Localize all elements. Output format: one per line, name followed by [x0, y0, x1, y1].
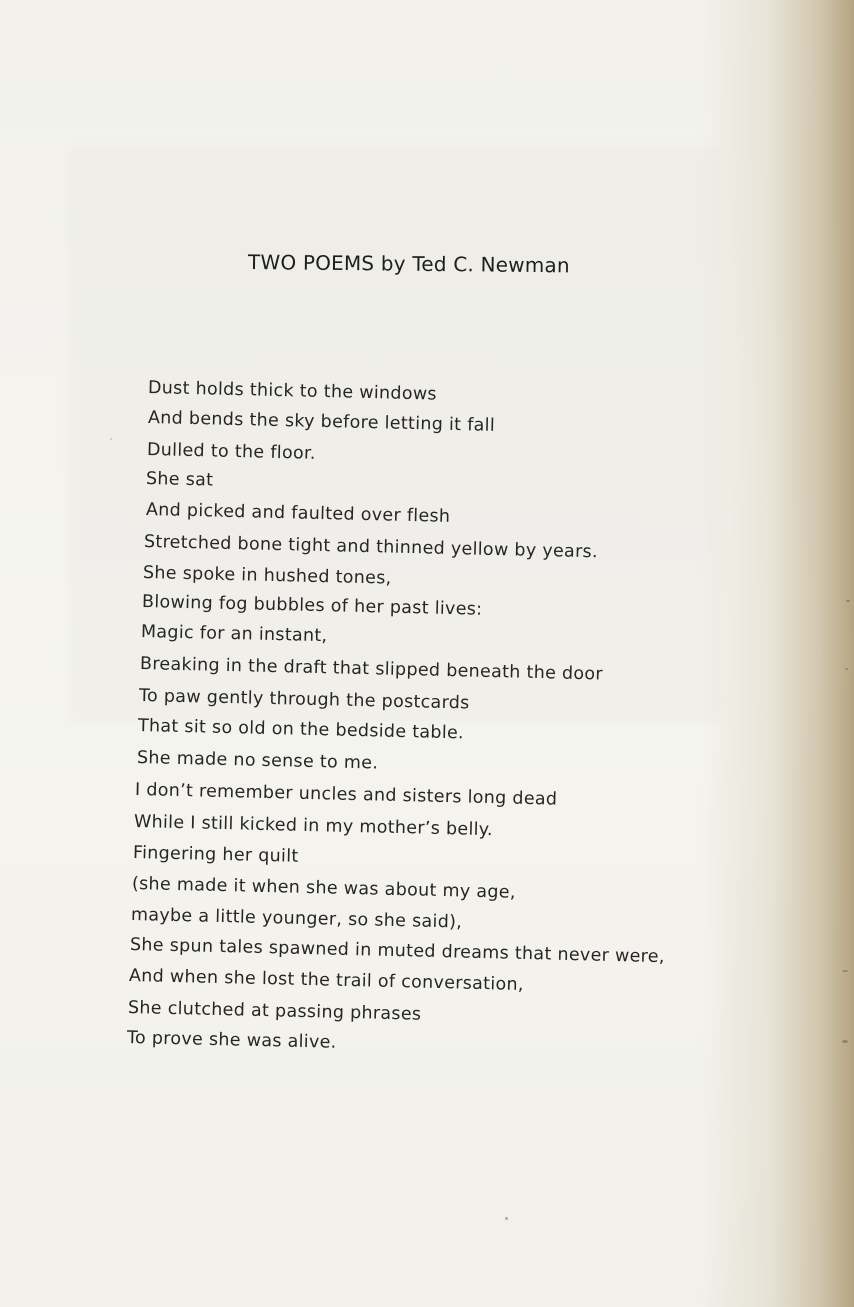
poem-line: Breaking in the draft that slipped beneath the door [139, 654, 604, 685]
poem-line: (she made it when she was about my age, [131, 874, 516, 903]
poem-line: Dust holds thick to the windows [147, 378, 438, 405]
page-title: TWO POEMS by Ted C. Newman [247, 250, 570, 278]
poem-line: To prove she was alive. [126, 1028, 337, 1053]
poem-line: And bends the sky before letting it fall [147, 408, 496, 436]
speck [842, 970, 848, 972]
poem-line: And picked and faulted over flesh [145, 500, 451, 527]
speck [846, 600, 850, 602]
poem-line: While I still kicked in my mother’s belly. [133, 812, 494, 841]
poem-line: She spoke in hushed tones, [142, 563, 392, 589]
poem-line: To paw gently through the postcards [138, 686, 470, 714]
poem-line: And when she lost the trail of conversation, [128, 966, 524, 995]
poem-line: She made no sense to me. [136, 748, 379, 774]
poem-line: She sat [145, 469, 214, 491]
speck [842, 1040, 848, 1043]
speck [845, 668, 848, 670]
poem-line: Stretched bone tight and thinned yellow by years. [143, 532, 599, 563]
poem-line: Fingering her quilt [132, 843, 299, 867]
speck [505, 1217, 508, 1220]
poem-line: Magic for an instant, [140, 622, 328, 647]
poem-line: I don’t remember uncles and sisters long dead [134, 780, 558, 810]
poem-line: Blowing fog bubbles of her past lives: [141, 592, 483, 620]
poem-line: That sit so old on the bedside table. [137, 716, 465, 744]
poem-line: She clutched at passing phrases [127, 998, 422, 1025]
poem-line: maybe a little younger, so she said), [130, 905, 463, 933]
speck [110, 438, 112, 440]
poem-line: Dulled to the floor. [146, 440, 316, 464]
poem-line: She spun tales spawned in muted dreams that never were, [129, 935, 665, 968]
